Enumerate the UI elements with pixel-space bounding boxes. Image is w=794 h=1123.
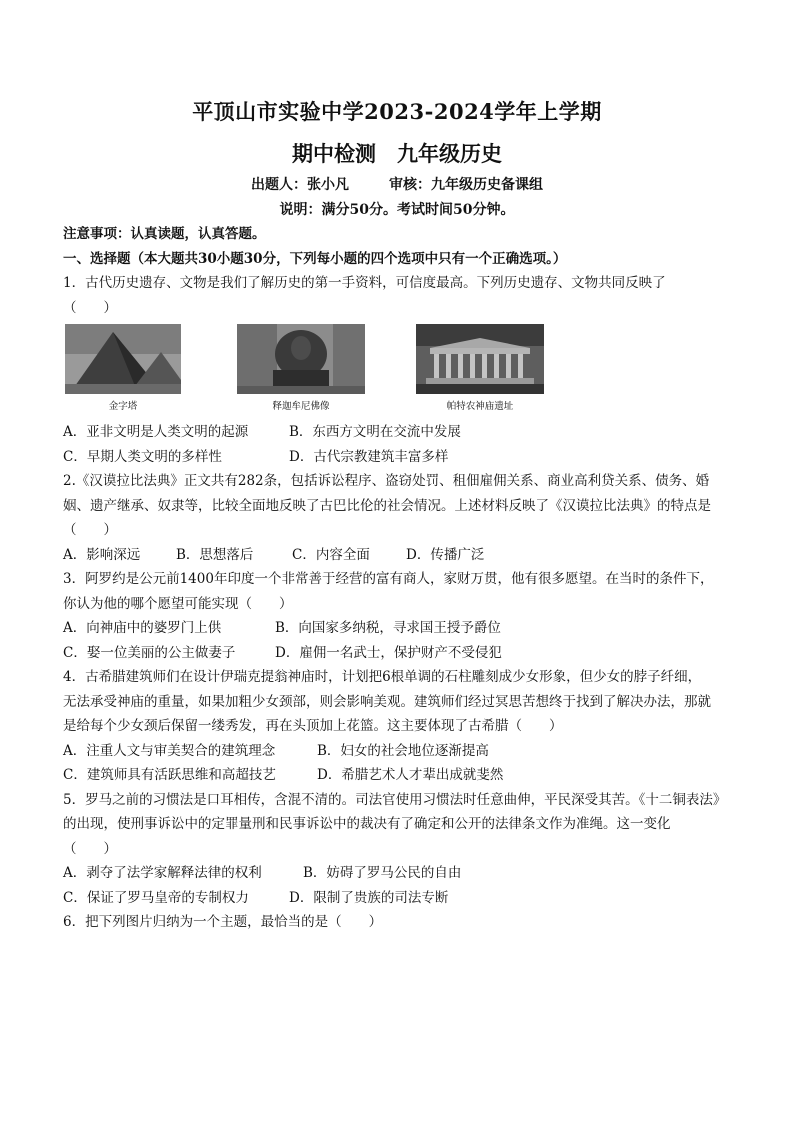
- section-heading: 一、选择题（本大题共30小题30分，下列每小题的四个选项中只有一个正确选项。）: [63, 250, 567, 267]
- question-6-stem: 6．把下列图片归纳为一个主题，最恰当的是（ ）: [63, 914, 383, 930]
- question-1-images: [63, 324, 739, 418]
- exam-body: [63, 222, 739, 935]
- q2-option-d[interactable]: D．传播广泛: [406, 546, 485, 563]
- q4-option-c[interactable]: C．建筑师具有活跃思维和高超技艺: [63, 767, 276, 783]
- q1-option-c[interactable]: C．早期人类文明的多样性: [63, 448, 222, 465]
- q3-option-b[interactable]: B．向国家多纳税，寻求国王授予爵位: [275, 620, 501, 636]
- question-4-stem-cont: 无法承受神庙的重量，如果加粗少女颈部，则会影响美观。建筑师们经过冥思苦想终于找到了解决办法，那就: [63, 693, 711, 710]
- question-4-stem: 4．古希腊建筑师们在设计伊瑞克提翁神庙时，计划把6根单调的石柱雕刻成少女形象，但少女的脖子纤细，: [63, 669, 702, 685]
- question-5-stem-cont: 的出现，使刑事诉讼中的定罪量刑和民事诉讼中的裁决有了确定和公开的法律条文作为准绳。这一变化: [63, 816, 671, 832]
- question-3-options-row1: [63, 616, 739, 641]
- q3-option-a[interactable]: A．向神庙中的婆罗门上供: [63, 620, 222, 636]
- question-2-options: [63, 543, 739, 568]
- question-4-options-row2: [63, 763, 739, 788]
- question-5-stem-end: （ ）: [63, 840, 117, 857]
- q3-option-c[interactable]: C．娶一位美丽的公主做妻子: [63, 644, 236, 661]
- question-2-stem: 2.《汉谟拉比法典》正文共有282条，包括诉讼程序、盗窃处罚、租佃雇佣关系、商业高利贷关系、债务、婚: [63, 473, 710, 489]
- parthenon-photo-icon: [416, 324, 544, 394]
- q5-option-c[interactable]: C．保证了罗马皇帝的专制权力: [63, 889, 249, 906]
- author-label: 出题人：张小凡: [251, 177, 349, 193]
- exam-subtitle: 期中检测 九年级历史: [292, 141, 502, 166]
- question-1-stem: 1．古代历史遗存、文物是我们了解历史的第一手资料，可信度最高。下列历史遗存、文物共同反映了: [63, 275, 666, 291]
- question-2-stem-cont: 姻、遗产继承、奴隶等，比较全面地反映了古巴比伦的社会情况。上述材料反映了《汉谟拉比法典》的特点是: [63, 497, 711, 514]
- buddha-caption: 释迦牟尼佛像: [272, 401, 330, 412]
- reviewer-label: 审核：九年级历史备课组: [389, 177, 543, 193]
- question-4-stem-end: 是给每个少女颈后保留一缕秀发，再在头顶加上花篮。这主要体现了古希腊（ ）: [63, 718, 563, 734]
- notice: 注意事项：认真读题，认真答题。: [63, 226, 266, 242]
- question-2-stem-end: （ ）: [63, 522, 117, 538]
- pyramid-photo-icon: [65, 324, 181, 394]
- exam-title: 平顶山市实验中学2023-2024学年上学期: [192, 99, 602, 124]
- parthenon-caption: 帕特农神庙遗址: [446, 401, 514, 412]
- q2-option-b[interactable]: B．思想落后: [176, 546, 254, 563]
- question-1-stem-cont: （ ）: [63, 299, 117, 316]
- q1-option-d[interactable]: D．古代宗教建筑丰富多样: [289, 448, 449, 465]
- exam-credits: [0, 174, 794, 194]
- buddha-image: [237, 324, 365, 412]
- question-3-stem: 3．阿罗约是公元前1400年印度一个非常善于经营的富有商人，家财万贯，他有很多愿望。在当时的条件下，: [63, 571, 714, 587]
- q1-option-a[interactable]: A．亚非文明是人类文明的起源: [63, 424, 249, 440]
- question-1-options-row2: [63, 445, 739, 470]
- q5-option-d[interactable]: D．限制了贵族的司法专断: [289, 889, 449, 906]
- q3-option-d[interactable]: D．雇佣一名武士，保护财产不受侵犯: [275, 644, 502, 661]
- pyramid-image: [65, 324, 181, 412]
- q5-option-b[interactable]: B．妨碍了罗马公民的自由: [303, 865, 462, 881]
- parthenon-image: [416, 324, 544, 412]
- q4-option-a[interactable]: A．注重人文与审美契合的建筑理念: [63, 742, 276, 759]
- question-3-options-row2: [63, 641, 739, 666]
- question-4-options-row1: [63, 739, 739, 764]
- q5-option-a[interactable]: A．剥夺了法学家解释法律的权利: [63, 865, 262, 881]
- exam-instructions: 说明：满分50分。考试时间50分钟。: [279, 202, 515, 218]
- buddha-statue-photo-icon: [237, 324, 365, 394]
- question-1-options-row1: [63, 420, 739, 445]
- q4-option-d[interactable]: D．希腊艺术人才辈出成就斐然: [317, 767, 504, 783]
- q4-option-b[interactable]: B．妇女的社会地位逐渐提高: [317, 742, 489, 759]
- q2-option-a[interactable]: A．影响深远: [63, 546, 141, 563]
- q2-option-c[interactable]: C．内容全面: [292, 546, 370, 563]
- question-5-stem: 5．罗马之前的习惯法是口耳相传，含混不清的。司法官使用习惯法时任意曲伸，平民深受其苦。《十二铜表法》: [63, 791, 727, 808]
- question-5-options-row2: [63, 886, 739, 911]
- q1-option-b[interactable]: B．东西方文明在交流中发展: [289, 424, 461, 440]
- pyramid-caption: 金字塔: [108, 401, 138, 412]
- question-5-options-row1: [63, 861, 739, 886]
- question-3-stem-cont: 你认为他的哪个愿望可能实现（ ）: [63, 595, 293, 612]
